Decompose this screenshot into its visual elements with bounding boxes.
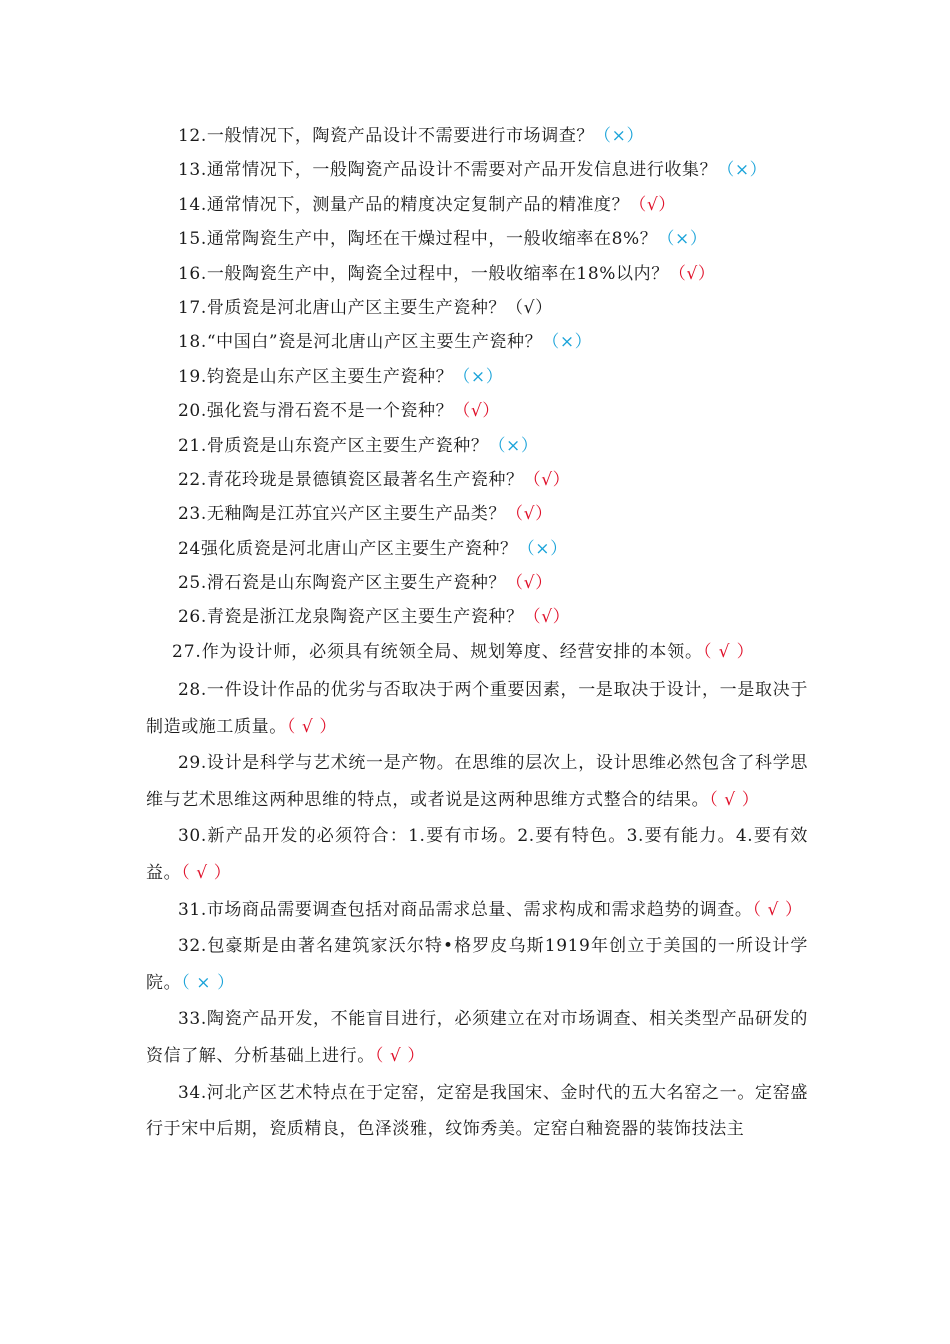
question-text: 24强化质瓷是河北唐山产区主要生产瓷种？ (178, 538, 518, 559)
answer-mark: （×） (594, 126, 645, 146)
answer-mark: （ × ） (181, 972, 235, 993)
question-text: 27.作为设计师，必须具有统领全局、规划筹度、经营安排的本领。 (172, 641, 703, 662)
question-text: 19.钧瓷是山东产区主要生产瓷种？ (178, 366, 454, 387)
question-text: 13.通常情况下，一般陶瓷产品设计不需要对产品开发信息进行收集？ (178, 160, 718, 181)
list-item (178, 257, 818, 291)
question-text: 30.新产品开发的必须符合：1.要有市场。2.要有特色。3.要有能力。4.要有效益。 (146, 826, 808, 883)
answer-mark: （√） (506, 504, 553, 525)
list-item (146, 1001, 808, 1074)
list-item (178, 532, 818, 566)
answer-mark: （√） (668, 263, 716, 284)
answer-mark: （√） (506, 297, 553, 318)
list-item (146, 892, 808, 929)
list-item (146, 745, 808, 818)
question-text: 29.设计是科学与艺术统一是产物。在思维的层次上，设计思维必然包含了科学思维与艺术思维这两种思维的特点，或者说是这两种思维方式整合的结果。 (146, 753, 808, 810)
list-item (178, 153, 818, 187)
question-text: 23.无釉陶是江苏宜兴产区主要生产品类？ (178, 504, 507, 525)
answer-mark: （×） (717, 160, 768, 181)
list-item (178, 360, 818, 394)
question-text: 14.通常情况下，测量产品的精度决定复制产品的精准度？ (178, 194, 630, 215)
answer-mark: （ √ ） (286, 716, 337, 737)
list-item (178, 291, 818, 325)
question-text: 31.市场商品需要调查包括对商品需求总量、需求构成和需求趋势的调查。 (178, 899, 753, 920)
answer-mark: （ √ ） (752, 899, 803, 920)
question-text: 26.青瓷是浙江龙泉陶瓷产区主要生产瓷种？ (178, 607, 524, 628)
list-item (178, 463, 818, 497)
list-item (146, 818, 808, 891)
list-item (178, 188, 818, 222)
question-text: 25.滑石瓷是山东陶瓷产区主要生产瓷种？ (178, 573, 507, 594)
answer-mark: （√） (523, 469, 571, 490)
list-item (178, 497, 818, 531)
answer-mark: （√） (506, 573, 553, 594)
list-item (146, 928, 808, 1001)
answer-mark: （×） (517, 538, 568, 559)
answer-mark: （×） (657, 229, 708, 250)
answer-mark: （ √ ） (374, 1045, 425, 1066)
list-item (178, 222, 818, 256)
question-text: 34.河北产区艺术特点在于定窑，定窑是我国宋、金时代的五大名窑之一。定窑盛行于宋中后期，瓷质精良，色泽淡雅，纹饰秀美。定窑白釉瓷器的装饰技法主 (146, 1082, 808, 1140)
question-text: 32.包豪斯是由著名建筑家沃尔特•格罗皮乌斯1919年创立于美国的一所设计学院。 (146, 936, 808, 993)
question-text: 33.陶瓷产品开发，不能盲目进行，必须建立在对市场调查、相关类型产品研发的资信了解、分析基础上进行。 (146, 1009, 808, 1066)
question-text: 18.“中国白”瓷是河北唐山产区主要生产瓷种？ (178, 332, 543, 353)
list-item (146, 672, 808, 745)
answer-mark: （×） (453, 366, 504, 387)
list-item (178, 566, 818, 600)
question-text: 17.骨质瓷是河北唐山产区主要生产瓷种？ (178, 297, 507, 318)
list-item (178, 429, 818, 463)
list-item (146, 1075, 808, 1148)
answer-mark: （×） (542, 332, 593, 353)
question-text: 20.强化瓷与滑石瓷不是一个瓷种？ (178, 401, 454, 422)
question-text: 12.一般情况下，陶瓷产品设计不需要进行市场调查？ (178, 126, 595, 146)
question-text: 28.一件设计作品的优劣与否取决于两个重要因素，一是取决于设计，一是取决于制造或施工质量。 (146, 680, 808, 737)
list-item (178, 394, 818, 428)
question-text: 21.骨质瓷是山东瓷产区主要生产瓷种？ (178, 435, 489, 456)
answer-mark: （ √ ） (702, 641, 755, 662)
list-item (178, 119, 818, 153)
answer-mark: （×） (488, 435, 539, 456)
question-text: 16.一般陶瓷生产中，陶瓷全过程中，一般收缩率在18%以内？ (178, 263, 669, 284)
answer-mark: （√） (453, 401, 500, 422)
list-item (172, 635, 818, 669)
answer-mark: （√） (629, 194, 676, 215)
long-question-list (146, 672, 808, 1148)
list-item (178, 325, 818, 359)
answer-mark: （√） (523, 607, 571, 628)
answer-mark: （ √ ） (181, 862, 232, 883)
question-text: 22.青花玲珑是景德镇瓷区最著名生产瓷种？ (178, 469, 524, 490)
list-item (178, 600, 818, 634)
question-text: 15.通常陶瓷生产中，陶坯在干燥过程中，一般收缩率在8%？ (178, 229, 658, 250)
short-question-list (172, 119, 818, 669)
answer-mark: （ √ ） (709, 789, 760, 810)
